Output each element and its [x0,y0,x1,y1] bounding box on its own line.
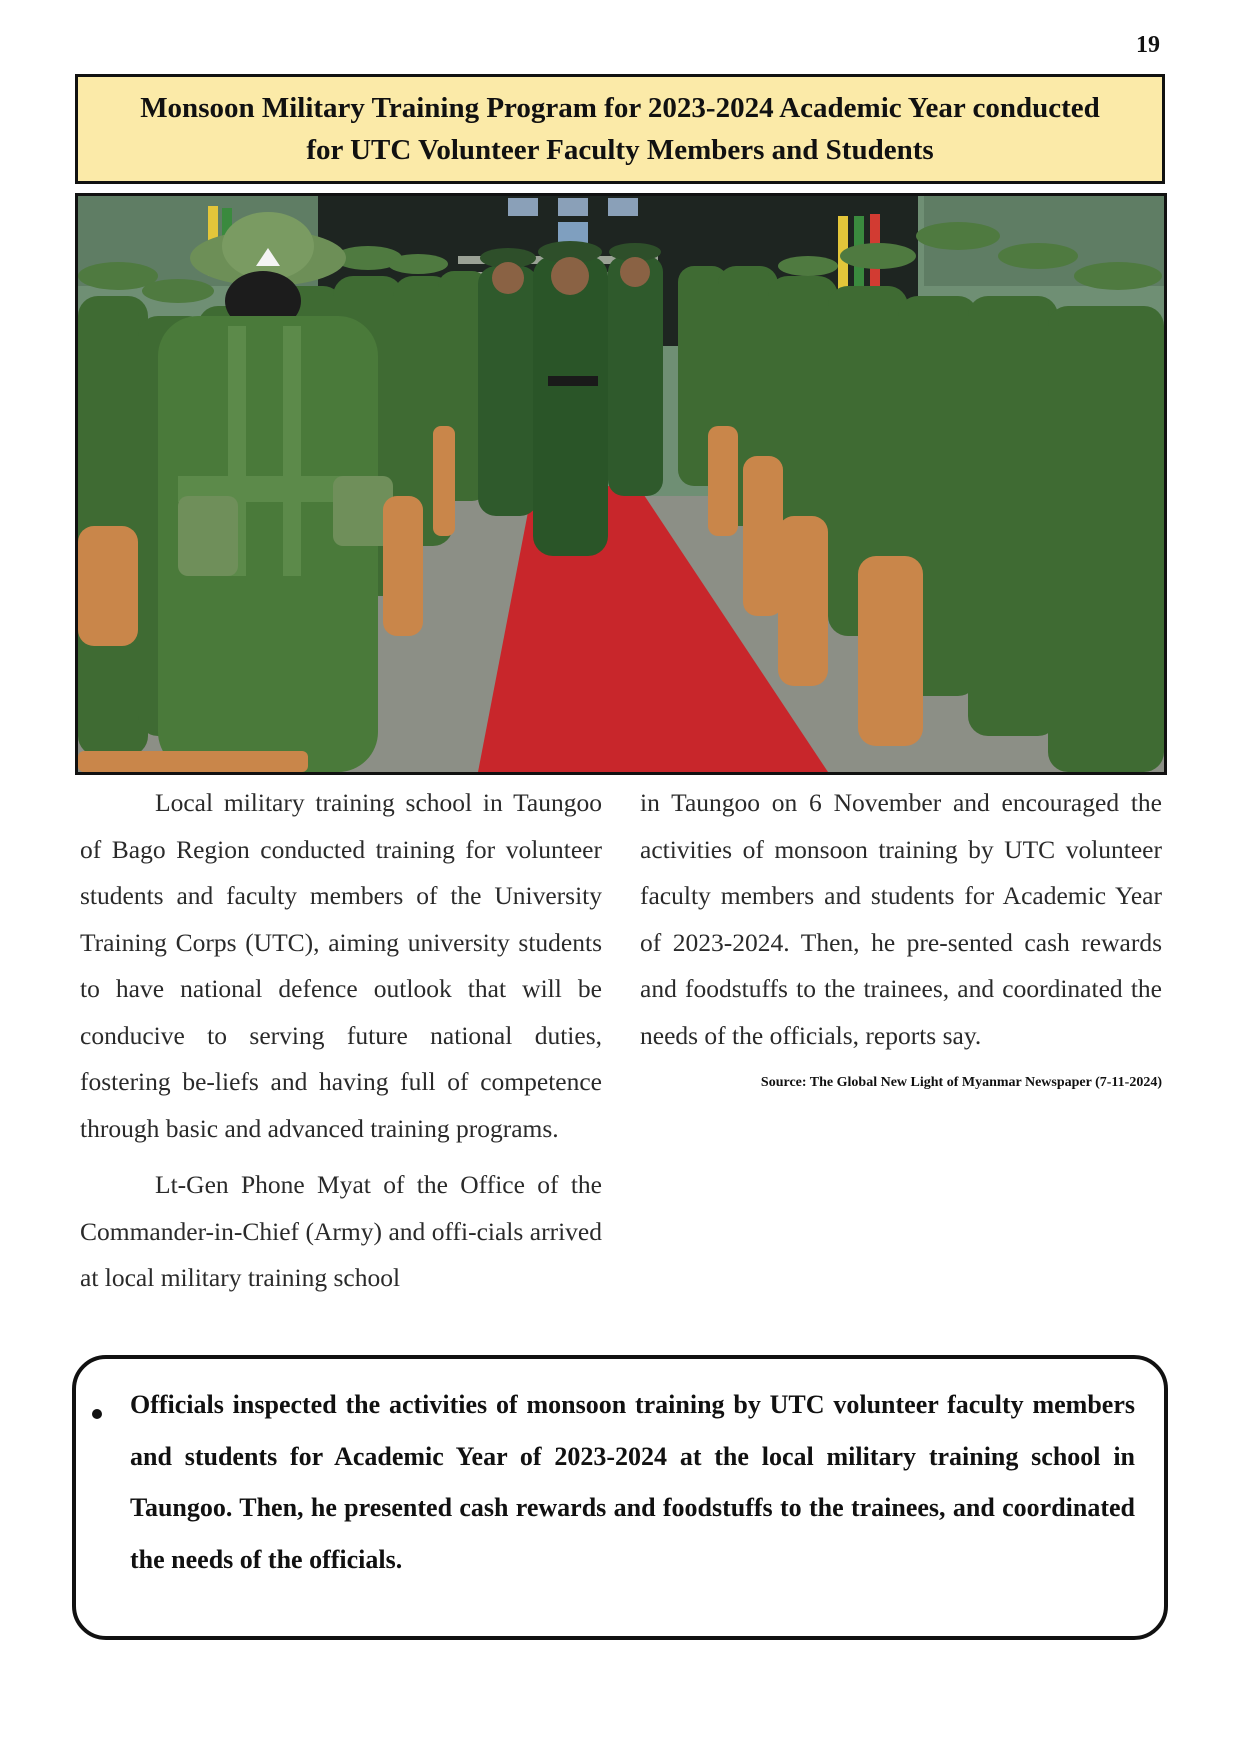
article-left-column [80,780,602,1302]
article-paragraph-1: Local military training school in Taungoo of Bago Region conducted training for volunteer students and faculty members of the University Training Corps (UTC), aiming university students to have national defence outlook that will be conducive to serving future national duties, fostering be-liefs and having full of competence through basic and advanced training programs. [80,788,602,1143]
bullet-icon [92,1409,102,1419]
page-number: 19 [1136,32,1160,58]
title-line-1: Monsoon Military Training Program for 2023-2024 Academic Year conducted [140,92,1100,124]
title-line-2: for UTC Volunteer Faculty Members and Students [306,134,934,166]
highlight-box [72,1355,1168,1640]
article-paragraph-3: in Taungoo on 6 November and encouraged the activities of monsoon training by UTC volunteer faculty members and students for Academic Year of 2023-2024. Then, he pre-sented cash rewards and foodstuffs to the trainees, and coordinated the needs of the officials, reports say. [640,788,1162,1050]
highlight-summary: Officials inspected the activities of monsoon training by UTC volunteer faculty members and students for Academic Year of 2023-2024 at the local military training school in Taungoo. Then, he presented cash rewards and foodstuffs to the trainees, and coordinated the needs of the officials. [130,1390,1135,1574]
source-citation: Source: The Global New Light of Myanmar Newspaper (7-11-2024) [760,1075,1162,1090]
photo-illustration [78,196,1164,772]
title-box [75,74,1165,184]
military-training-photo [75,193,1167,775]
article-paragraph-2: Lt-Gen Phone Myat of the Office of the Commander-in-Chief (Army) and offi-cials arrived at local military training school [80,1170,602,1292]
article-right-column [640,780,1162,1093]
